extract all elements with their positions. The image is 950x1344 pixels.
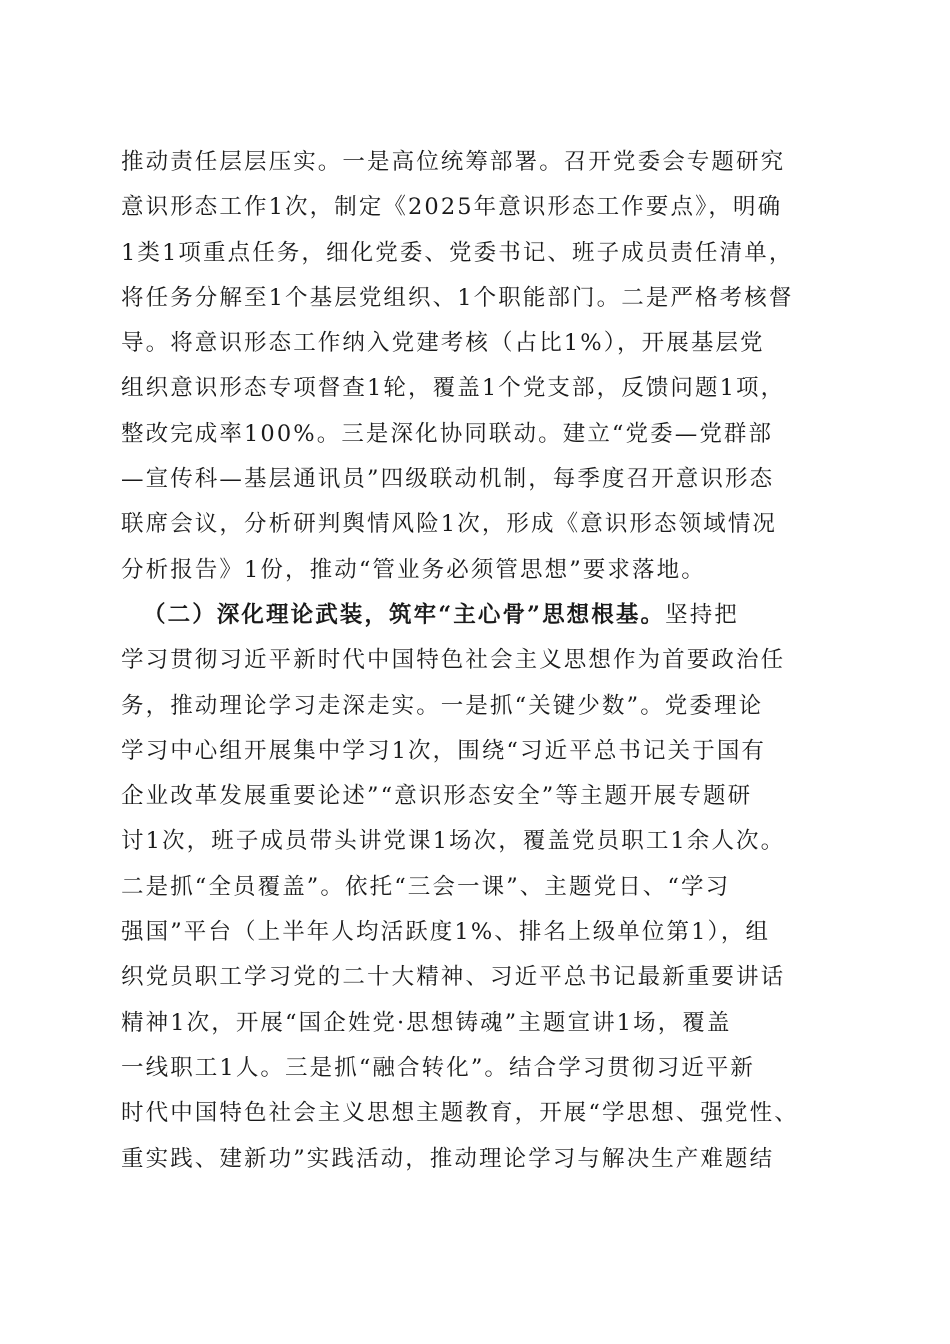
text-line: 1类1项重点任务，细化党委、党委书记、班子成员责任清单， [121, 239, 794, 266]
section-heading [121, 593, 831, 638]
section-heading-continuation: 坚持把 [665, 601, 739, 628]
text-line: —宣传科—基层通讯员”四级联动机制，每季度召开意识形态 [121, 466, 775, 493]
text-line: 意识形态工作1次，制定《2025年意识形态工作要点》，明确 [121, 194, 783, 221]
text-line: 学习贯彻习近平新时代中国特色社会主义思想作为首要政治任 [121, 647, 786, 674]
text-line: 精神1次，开展“国企姓党·思想铸魂”主题宣讲1场，覆盖 [121, 1009, 732, 1036]
text-line: 重实践、建新功”实践活动，推动理论学习与解决生产难题结 [121, 1145, 775, 1172]
text-line: 整改完成率100%。三是深化协同联动。建立“党委—党群部 [121, 420, 774, 447]
text-line: 企业改革发展重要论述”“意识形态安全”等主题开展专题研 [121, 783, 753, 810]
text-line: 二是抓“全员覆盖”。依托“三会一课”、主题党日、“学习 [121, 873, 731, 900]
text-line: 推动责任层层压实。一是高位统筹部署。召开党委会专题研究 [121, 149, 786, 175]
text-line: 一线职工1人。三是抓“融合转化”。结合学习贯彻习近平新 [121, 1054, 756, 1081]
text-line: 织党员职工学习党的二十大精神、习近平总书记最新重要讲话 [121, 964, 786, 991]
text-line: 导。将意识形态工作纳入党建考核（占比1%），开展基层党 [121, 330, 765, 357]
text-line: 时代中国特色社会主义思想主题教育，开展“学思想、强党性、 [121, 1100, 799, 1127]
text-line: 讨1次，班子成员带头讲党课1场次，覆盖党员职工1余人次。 [121, 828, 786, 855]
text-line: 联席会议，分析研判舆情风险1次，形成《意识形态领域情况 [121, 511, 778, 538]
text-line: 学习中心组开展集中学习1次，围绕“习近平总书记关于国有 [121, 737, 767, 764]
text-line: 务，推动理论学习走深走实。一是抓“关键少数”。党委理论 [121, 692, 764, 719]
body-text [121, 140, 831, 1182]
text-line: 组织意识形态专项督查1轮，覆盖1个党支部，反馈问题1项， [121, 375, 786, 402]
section-heading-title: （二）深化理论武装，筑牢“主心骨”思想根基。 [143, 601, 666, 628]
text-line: 将任务分解至1个基层党组织、1个职能部门。二是严格考核督 [121, 284, 794, 311]
text-line: 强国”平台（上半年人均活跃度1%、排名上级单位第1），组 [121, 919, 771, 946]
text-line: 分析报告》1份，推动“管业务必须管思想”要求落地。 [121, 556, 706, 583]
